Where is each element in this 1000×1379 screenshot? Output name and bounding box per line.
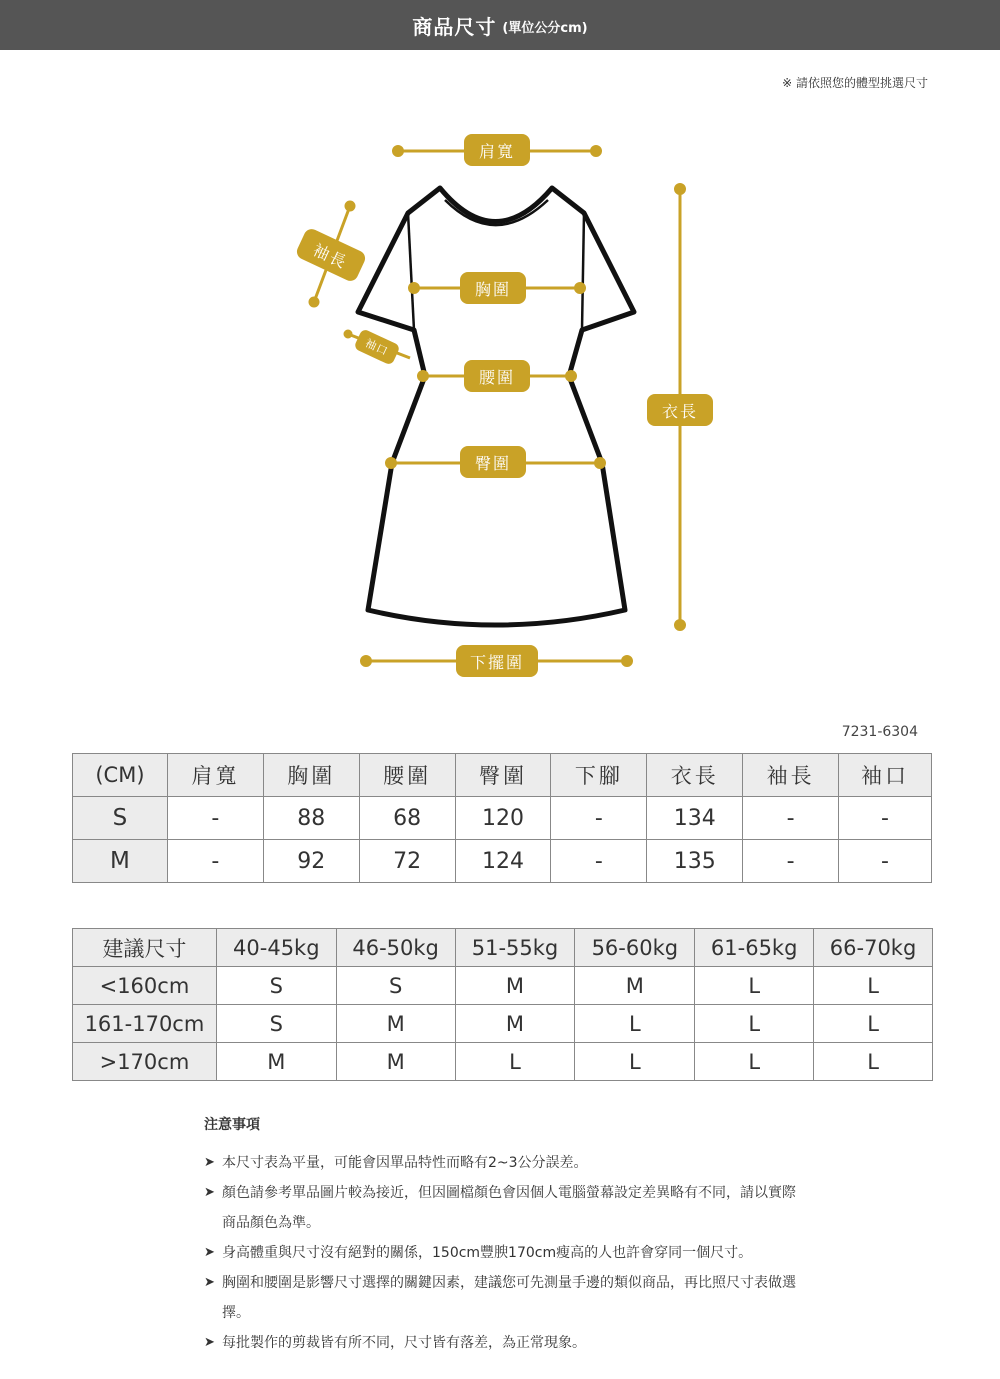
note-item	[204, 1178, 824, 1238]
arrow-bullet-icon: ➤	[204, 1155, 215, 1170]
table-cell: 124	[455, 840, 551, 883]
note-text: 胸圍和腰圍是影響尺寸選擇的關鍵因素，建議您可先測量手邊的類似商品，再比照尺寸表做選擇。	[222, 1275, 796, 1321]
table-cell: S	[216, 1005, 336, 1043]
note-item	[204, 1268, 824, 1328]
sleeve-dot-top	[346, 202, 354, 210]
size-table-header: 袖長	[743, 754, 839, 797]
table-cell: 134	[647, 797, 743, 840]
table-cell: L	[455, 1043, 575, 1081]
size-label: S	[73, 797, 168, 840]
table-cell: 92	[263, 840, 359, 883]
table-cell: -	[167, 840, 263, 883]
sleeve-dot-bottom	[310, 298, 318, 306]
table-cell: 135	[647, 840, 743, 883]
length-dot-top	[676, 185, 685, 194]
dress-measurement-diagram	[0, 100, 1000, 700]
recommend-header: 40-45kg	[216, 929, 336, 967]
note-text: 顏色請參考單品圖片較為接近，但因圖檔顏色會因個人電腦螢幕設定差異略有不同，請以實際商品顏色為準。	[222, 1185, 796, 1231]
table-cell: -	[839, 797, 932, 840]
table-cell: L	[695, 1005, 814, 1043]
table-row	[73, 967, 933, 1005]
hip-dot-left	[387, 459, 396, 468]
height-label: >170cm	[73, 1043, 217, 1081]
table-cell: L	[575, 1043, 695, 1081]
table-row	[73, 840, 932, 883]
size-table-header: 肩寬	[167, 754, 263, 797]
table-cell: -	[743, 797, 839, 840]
table-cell: M	[575, 967, 695, 1005]
note-item	[204, 1148, 824, 1178]
table-cell: -	[743, 840, 839, 883]
size-table-header: 臀圍	[455, 754, 551, 797]
hem-dot-right	[623, 657, 632, 666]
recommend-header: 51-55kg	[455, 929, 575, 967]
shoulder-dot-right	[592, 147, 601, 156]
sleeve-length-label: 袖長	[294, 227, 367, 284]
hem-dot-left	[362, 657, 371, 666]
note-text: 本尺寸表為平量，可能會因單品特性而略有2~3公分誤差。	[222, 1155, 588, 1171]
dress-outline-svg	[0, 100, 1000, 700]
left-sleeve-seam	[408, 213, 414, 330]
length-label: 衣長	[647, 394, 713, 426]
table-cell: S	[216, 967, 336, 1005]
table-cell: L	[814, 1043, 933, 1081]
cuff-dot	[345, 331, 351, 337]
table-cell: -	[167, 797, 263, 840]
note-item	[204, 1328, 824, 1358]
chest-dot-left	[410, 284, 419, 293]
shoulder-dot-left	[394, 147, 403, 156]
recommend-header: 建議尺寸	[73, 929, 217, 967]
waist-dot-right	[567, 372, 576, 381]
size-table-header: 袖口	[839, 754, 932, 797]
table-cell: M	[336, 1005, 455, 1043]
table-cell: 120	[455, 797, 551, 840]
notes-title: 注意事項	[204, 1117, 260, 1133]
size-table-header: 下腳	[551, 754, 647, 797]
recommend-header-row	[73, 929, 933, 967]
table-cell: L	[814, 1005, 933, 1043]
table-cell: L	[695, 1043, 814, 1081]
recommend-header: 66-70kg	[814, 929, 933, 967]
dress-outline	[358, 188, 634, 625]
cuff-label: 袖口	[353, 328, 400, 366]
product-code: 7231-6304	[841, 724, 918, 740]
recommend-header: 46-50kg	[336, 929, 455, 967]
shoulder-label: 肩寬	[464, 134, 530, 166]
page-header	[0, 0, 1000, 50]
size-table-header: (CM)	[73, 754, 168, 797]
height-label: 161-170cm	[73, 1005, 217, 1043]
waist-label: 腰圍	[464, 360, 530, 392]
table-cell: -	[551, 840, 647, 883]
size-table-header: 胸圍	[263, 754, 359, 797]
size-selection-note: ※ 請依照您的體型挑選尺寸	[782, 76, 928, 90]
size-table-header-row	[73, 754, 932, 797]
table-cell: -	[839, 840, 932, 883]
table-cell: M	[216, 1043, 336, 1081]
right-sleeve-seam	[582, 213, 584, 330]
table-row	[73, 1043, 933, 1081]
table-cell: M	[455, 967, 575, 1005]
table-cell: -	[551, 797, 647, 840]
table-cell: L	[814, 967, 933, 1005]
waist-dot-left	[419, 372, 428, 381]
note-text: 身高體重與尺寸沒有絕對的關係，150cm豐腴170cm瘦高的人也許會穿同一個尺寸。	[222, 1245, 753, 1261]
recommend-header: 61-65kg	[695, 929, 814, 967]
table-cell: 68	[359, 797, 455, 840]
arrow-bullet-icon: ➤	[204, 1335, 215, 1350]
height-label: <160cm	[73, 967, 217, 1005]
table-cell: M	[455, 1005, 575, 1043]
table-row	[73, 797, 932, 840]
chest-dot-right	[576, 284, 585, 293]
size-label: M	[73, 840, 168, 883]
table-cell: 88	[263, 797, 359, 840]
table-cell: 72	[359, 840, 455, 883]
table-cell: L	[695, 967, 814, 1005]
note-item	[204, 1238, 824, 1268]
arrow-bullet-icon: ➤	[204, 1185, 215, 1200]
arrow-bullet-icon: ➤	[204, 1245, 215, 1260]
size-table-header: 衣長	[647, 754, 743, 797]
page-title: 商品尺寸	[412, 14, 497, 39]
table-row	[73, 1005, 933, 1043]
chest-label: 胸圍	[460, 272, 526, 304]
hem-label: 下擺圍	[456, 645, 538, 677]
note-text: 每批製作的剪裁皆有所不同，尺寸皆有落差，為正常現象。	[222, 1335, 586, 1351]
table-cell: M	[336, 1043, 455, 1081]
size-table	[72, 753, 932, 883]
length-dot-bottom	[676, 621, 685, 630]
size-table-header: 腰圍	[359, 754, 455, 797]
recommend-size-table	[72, 928, 933, 1081]
arrow-bullet-icon: ➤	[204, 1275, 215, 1290]
hip-label: 臀圍	[460, 446, 526, 478]
notes-section	[204, 1114, 824, 1358]
table-cell: S	[336, 967, 455, 1005]
table-cell: L	[575, 1005, 695, 1043]
recommend-header: 56-60kg	[575, 929, 695, 967]
unit-label: (單位公分cm)	[502, 21, 588, 36]
hip-dot-right	[596, 459, 605, 468]
